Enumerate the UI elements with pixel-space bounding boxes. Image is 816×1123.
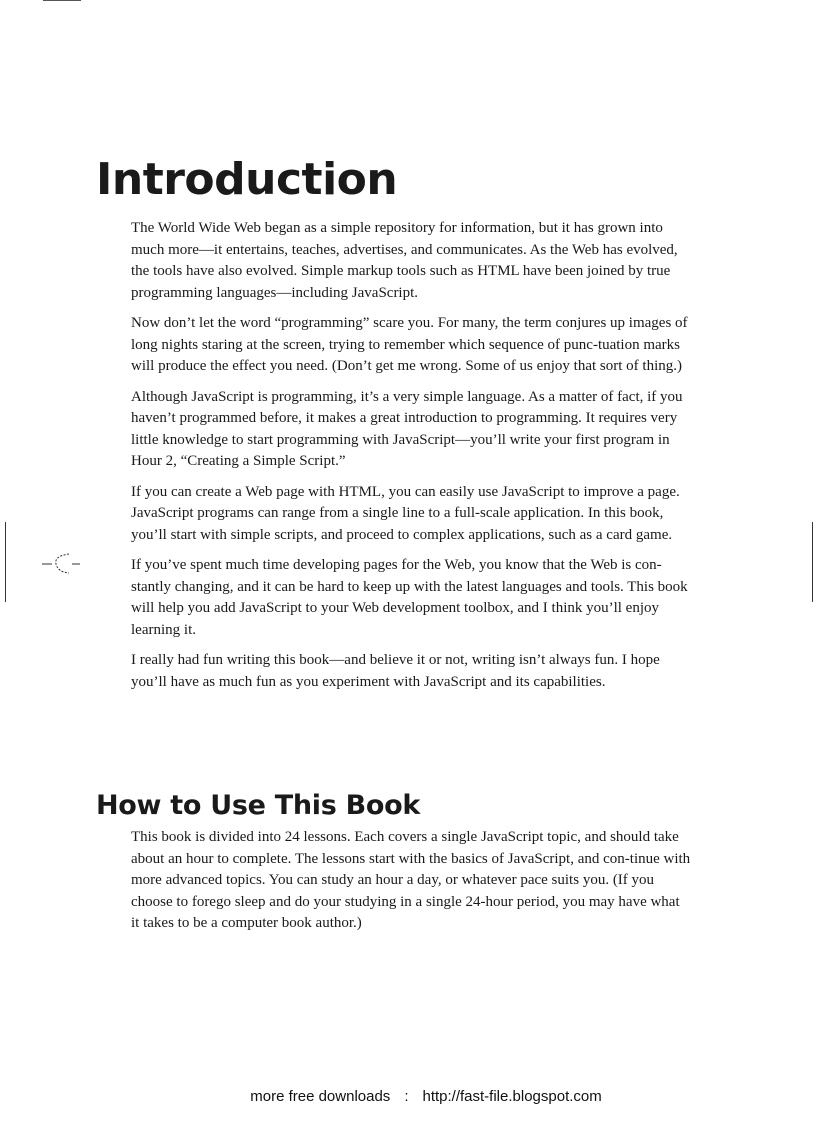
how-to-use-section	[131, 827, 691, 944]
footer	[0, 1088, 816, 1105]
footer-link[interactable]: http://fast-file.blogspot.com	[422, 1088, 602, 1105]
page-title: Introduction	[96, 154, 398, 205]
intro-paragraph: Now don’t let the word “programming” scare you. For many, the term conjures up images of long nights staring at the screen, trying to remember which sequence of punc-tuation marks will produce the effect you need. (Don’t get me wrong. Some of us enjoy that sort of thing.)	[131, 315, 688, 374]
left-margin-rule	[5, 522, 6, 602]
intro-paragraph: If you’ve spent much time developing pages for the Web, you know that the Web is con-stantly changing, and it can be hard to keep up with the latest languages and tools. This book will help you add JavaScript to your Web development toolbox, and I think you’ll enjoy learning it.	[131, 557, 688, 638]
intro-paragraph: The World Wide Web began as a simple repository for information, but it has grown into much more—it entertains, teaches, advertises, and communicates. As the Web has evolved, the tools have also evolved. Simple markup tools such as HTML have been joined by true programming languages—including JavaScript.	[131, 220, 678, 301]
intro-paragraph: If you can create a Web page with HTML, you can easily use JavaScript to improve a page. JavaScript programs can range from a single line to a full-scale application. In this book, you’ll start with simple scripts, and proceed to complex applications, such as a card game.	[131, 483, 680, 543]
top-rule	[43, 0, 81, 1]
intro-paragraph: I really had fun writing this book—and believe it or not, writing isn’t always fun. I hope you’ll have as much fun as you experiment with JavaScript and its capabilities.	[131, 652, 660, 690]
footer-text: more free downloads	[250, 1088, 391, 1105]
right-margin-rule	[812, 522, 813, 602]
section-heading: How to Use This Book	[96, 790, 421, 821]
intro-section	[131, 218, 691, 702]
intro-paragraph: Although JavaScript is programming, it’s a very simple language. As a matter of fact, if you haven’t programmed before, it makes a great introduction to programming. It requires very little knowledge to start programming with JavaScript—you’ll write your first program in Hour 2, “Creating a Simple Script.”	[131, 388, 683, 469]
section-paragraph: This book is divided into 24 lessons. Each covers a single JavaScript topic, and should take about an hour to complete. The lessons start with the basics of JavaScript, and con-tinue with more advanced topics. You can study an hour a day, or whatever pace suits you. (If you choose to forego sleep and do your studying in a single 24-hour period, you may have what it takes to be a computer book author.)	[131, 829, 691, 931]
registration-mark-icon	[42, 550, 86, 578]
footer-separator: :	[404, 1088, 409, 1105]
